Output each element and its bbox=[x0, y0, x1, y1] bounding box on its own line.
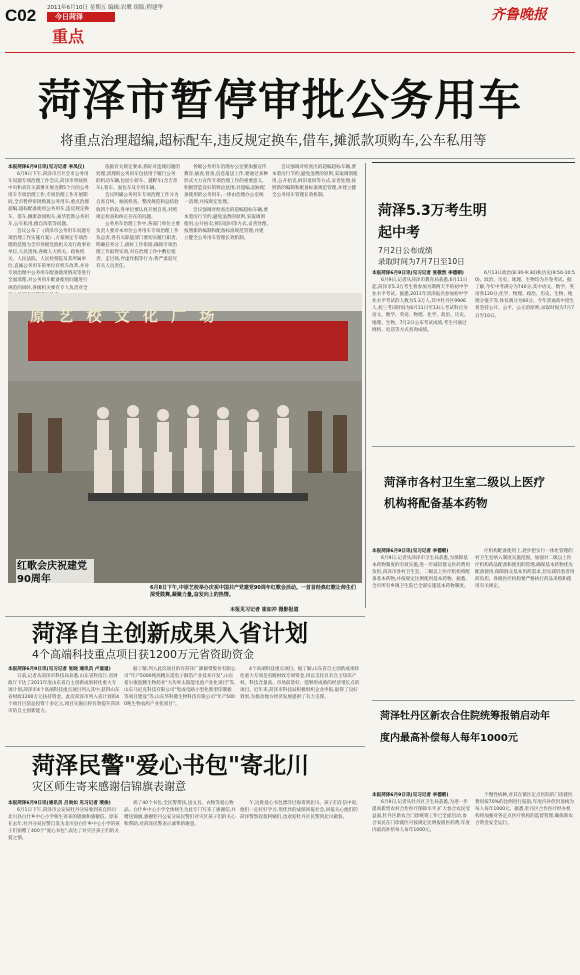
lead-paragraph: 会议明确公务用车专项治理工作分为自查自纠、抽查检查、整改规范和总结验收四个阶段,各单位要认真开展自查,对照规定检查和纠正存在的问题。 bbox=[96, 193, 179, 220]
police-col-2 bbox=[124, 800, 236, 970]
exam-subhead-1: 7月2日公布成绩 bbox=[378, 246, 433, 255]
lead-paragraph: 会议强调对检查出的超编超标车辆,要本着厉行节约,避免浪费的原则,采取调剂使用,公开拍卖,拆旧退回等方式,妥善处理,按照新的编制和配备标准规范管理,并建立健全公务用车管理长效机制。 bbox=[184, 207, 268, 241]
health-paragraph: 6月9日,记者从菏泽市卫生局获悉,为保障基本药物制度的有效实施,进一步减轻群众医药费用负担,菏泽市各村卫生室、二级以上医疗机构将配备基本药物,并按规定比例使用基本药物。据悉,全市所有乡镇卫生院已全部实施基本药物制度。 bbox=[372, 556, 470, 590]
lead-paragraph: 会议强调对检查出的超编超标车辆,要本着厉行节约,避免浪费的原则,采取调剂使用,公开拍卖,拆旧退回等方式,妥善处理,按照新的编制和配备标准规范管理,并建立健全公务用车管理长效机制。 bbox=[272, 165, 358, 199]
health-byline: 本报菏泽6月9日讯(见习记者 李德朝) bbox=[372, 549, 449, 554]
innovation-headline: 菏泽自主创新成果入省计划 bbox=[32, 621, 308, 647]
lead-paragraph: 公务用车治理工作中,各部门单位主要负责人要对本单位公务用车专项治理工作负总责,各有关职能部门要切实履行职责,明确任务分工,搞好工作衔接,确保专项治理工作取得实效,对在治理工作中敷衍塞责、走过场,弄虚作假等行为,将严肃追究有关人员责任。 bbox=[96, 221, 180, 270]
police-col-3 bbox=[240, 800, 360, 970]
exam-paragraph: 6月9日,记者从菏泽市教育局获悉,6月11日起,菏泽市5.3万考生将参加为期两天半的初中学业水平考试。据悉,2011年菏泽报名参加初中学业水平考试的人数为5.3万人,其中牡丹区9906人,初三考试时间为6月11日至13日,考试科目为语文、数学、英语、物理、化学、政治、历史、地理、生物。7月2日公布考试成绩,考生可通过网络、电话等方式查询成绩。 bbox=[372, 278, 469, 333]
photo-banner-text: 原 艺 校 文 化 广 场 bbox=[30, 307, 219, 325]
date-line: 2011年6月10日 星期五 编辑:岩鹰 组版:程建华 bbox=[47, 5, 163, 11]
police-paragraph: 捐了40个书包,全民警帮扶,送文具、衣物等爱心物品。白什乡中心小学全体师生为此专门写来了感谢信,并赠送锦旗,感谢牡丹公安分局民警们对灾区孩子们的关心和帮助,对菏泽民警表示诚挚的谢意。 bbox=[124, 801, 236, 828]
section-rule bbox=[5, 746, 365, 747]
police-paragraph: 6月1日下午,菏泽市公安局牡丹分局收到来自四川北川县白什乡中心小学师生寄来的锦旗和感谢信。原来在去年,牡丹分局民警自发为北川县白什乡中心小学的孩子们捐赠了400个"爱心书包",表达了对灾区孩子们的关爱之情。 bbox=[8, 808, 120, 842]
exam-kicker-bar bbox=[372, 162, 575, 163]
section-title: 重点 bbox=[52, 27, 85, 46]
photo-illustration bbox=[8, 293, 362, 583]
innovation-paragraph: 日前,记者从菏泽市科技局获悉,山东省科技厅,省财政厅下达了2011年度山东省自主创新成果转化重大专项计划,菏泽市4个高端科技重点项目列入其中,获得山东省财政1200万元扶持资金。此次菏泽市列入省计划的4个项目目前总投资十多亿元,项目实施后将有效提升菏泽市的自主创新能力。 bbox=[8, 674, 120, 715]
page-number: C02 bbox=[5, 6, 37, 25]
masthead-rule bbox=[5, 52, 575, 53]
innovation-paragraph: 据了解,列入此次项目的有菏泽广源铜带股份有限公司"年产5000吨高精压延电子铜箔产业技术开发",山东希尔康泡腾生物药业"大功率太阳能电池产业化项目"等,山东马尼克科技有限公司"集成电路小型化新型印制板等项目建设"等,山东华科微生物科技有限公司"年产5000吨生物农药产业化项目"。 bbox=[124, 667, 236, 708]
police-subhead: 灾区师生寄来感谢信锦旗表谢意 bbox=[32, 780, 186, 793]
section-rule bbox=[372, 700, 575, 701]
finance-paragraph: 6月9日,记者从牡丹区卫生局获悉,为进一步提高新型农村合作医疗保障水平,扩大参合农民受益面,牡丹区新农合门诊统筹工作已全面启动,参合农民在门诊就医可按规定比例报销医药费,年度内最高补偿每人每年1000元。 bbox=[372, 800, 470, 834]
photo-caption: 6月8日下午,中原艺校举办庆祝中国共产党建党90周年红歌会活动。一首首经典红歌让师生们深受鼓舞,凝聚力量,奋发向上的热情。 bbox=[150, 585, 356, 598]
finance-byline: 本报菏泽6月9日讯(见习记者 李德朝) bbox=[372, 793, 449, 798]
police-byline: 本报菏泽6月9日讯(通讯员 吕尚如 见习记者 裴俊) bbox=[8, 801, 111, 806]
photo-credit: 本报见习记者 崔如冲 摄影报道 bbox=[230, 607, 299, 613]
health-col-1 bbox=[372, 548, 470, 698]
innovation-byline: 本报菏泽6月9日讯(见习记者 张晓 通讯员 卢道道) bbox=[8, 667, 111, 672]
photo-overlay-caption: 红歌会庆祝建党90周年 bbox=[16, 559, 94, 583]
health-paragraph: 疗机构配备使用上,逐步把实行一体化管理的村卫生室纳入制度实施范围。加强对二级以上医疗机构药品配备和使用的管理,确保基本药物优先配备使用,保障群众基本用药需求,切实减轻患者用药负担。各级医疗机构要严格执行药品采购和使用有关规定。 bbox=[475, 549, 575, 590]
innovation-col-2 bbox=[124, 666, 236, 742]
red-song-photo bbox=[8, 293, 362, 583]
finance-paragraph: 个慢性病种,对其在镇区定点医院的门诊就医费用按70%的比例进行报销,年度内补偿封顶线为每人每年1000元。据悉,牡丹区合作医疗经办机构将加强对各定点医疗机构的监督管理,确保新农合资金安全运行。 bbox=[475, 793, 574, 827]
exam-col-2 bbox=[475, 270, 575, 440]
section-rule bbox=[372, 446, 575, 447]
paper-logo: 齐鲁晚报 bbox=[491, 7, 547, 23]
exam-byline: 本报菏泽6月9日讯(见习记者 张敬然 李德朝) bbox=[372, 271, 464, 276]
police-paragraph: 午,这批爱心书包漂洋过海寄到北川。孩子们在信中说,他们一定好好学习,用优异的成绩回报社会,回报关心他们的菏泽警察叔叔阿姨们,也欢迎牡丹区民警到北川做客。 bbox=[240, 801, 358, 821]
column-divider bbox=[365, 163, 366, 608]
finance-headline: 菏泽牡丹区新农合住院统筹报销启动年度内最高补偿每人每年1000元 bbox=[380, 711, 550, 744]
health-headline: 菏泽市各村卫生室二级以上医疗机构将配备基本药物 bbox=[384, 475, 545, 510]
exam-paragraph: 6月13日政治(8:30-9:30)和历史(9:50-10:50)。政治、历史、地理、生物均为开卷考试。据了解,今年中考满分为740分,其中语文、数学、英语各120分,化学、物理、政治、历史、生物、地理分值不等,体育满分为60分。今年普通高中招生将坚持公开、公平、公正的原则,录取时间为7月7日至10日。 bbox=[475, 271, 575, 319]
lead-paragraph: 6月9日下午,菏泽市召开全市公务用车问题专项治理工作会议,菏泽市将按照中央和省有关部署开展为期5个月的公务用车专项治理工作,专项治理工作开展期间,全市暂停审批购置公务用车,重点治理超编,超标配备使用公务用车,违反规定换车、借车,摊派款项购车,豪华装饰公务用车,公车私用,擅自改装等问题。 bbox=[8, 172, 90, 227]
lead-paragraph: 会议公布了《菏泽市公务用车问题专项治理工作实施方案》,方案规定专项治理的范围为全市各级党政机关及行政事业单位,人民团体,各级人大机关、政协机关、人民法院、人民检察院及其所属单位,直属公务用车的单位有机车改革,并对专项治理中公务用车配备使用情况等进行全面清理,对公务用车配备使用问题进行规范的同时,各级机关要有专人负责对全 bbox=[8, 228, 91, 291]
police-col-1 bbox=[8, 800, 120, 970]
police-headline: 菏泽民警"爱心书包"寄北川 bbox=[32, 753, 309, 779]
lead-byline: 本报菏泽6月9日讯(见习记者 李凤仪) bbox=[8, 165, 85, 170]
masthead bbox=[0, 0, 580, 56]
exam-headline: 菏泽5.3万考生明起中考 bbox=[378, 203, 487, 241]
innovation-paragraph: 4个高端科技重点项目。据了解,山东省自主创新成果转化重大专项是省级财政专项资金,用以支持具有自主知识产权、科技含量高、市场前景好、能够形成新的经济增长点的项目。近年来,菏泽市科技局积极组织企业申报,取得了良好效果,为推动地方经济发展提供了有力支撑。 bbox=[240, 667, 360, 701]
lead-rule bbox=[5, 158, 575, 159]
finance-col-2 bbox=[475, 792, 575, 970]
innovation-col-1 bbox=[8, 666, 120, 742]
exam-subhead-2: 录取时间为7月7日至10日 bbox=[378, 257, 465, 266]
section-label: 今日菏泽 bbox=[55, 13, 83, 21]
exam-col-1 bbox=[372, 270, 470, 440]
innovation-col-3 bbox=[240, 666, 360, 742]
lead-headline: 菏泽市暂停审批公务用车 bbox=[38, 76, 522, 126]
innovation-subhead: 4个高端科技重点项目获1200万元省资助资金 bbox=[32, 648, 254, 661]
lead-subhead: 将重点治理超编,超标配车,违反规定换车,借车,摊派款项购车,公车私用等 bbox=[60, 133, 487, 149]
finance-col-1 bbox=[372, 792, 470, 970]
lead-paragraph: 各级公务用车治理办公室要加强宣传教育,抽查,督查,信息报送工作,要通过多种形式大力宣传专项治理工作的重要意义,积极营造良好的舆论氛围,对超编,超标配备使用的公务用车,一律由治理办公室统一清理,并按规定处理。 bbox=[184, 165, 268, 206]
lead-paragraph: 依据有关规定要求,抓好对违规问题的处理,清理的公务用车包括用于履行公务的机动车辆,包括小轿车、越野车(含吉普车),客车、面包车及专用车辆。 bbox=[96, 165, 180, 192]
health-col-2 bbox=[475, 548, 575, 698]
section-rule bbox=[5, 616, 365, 617]
